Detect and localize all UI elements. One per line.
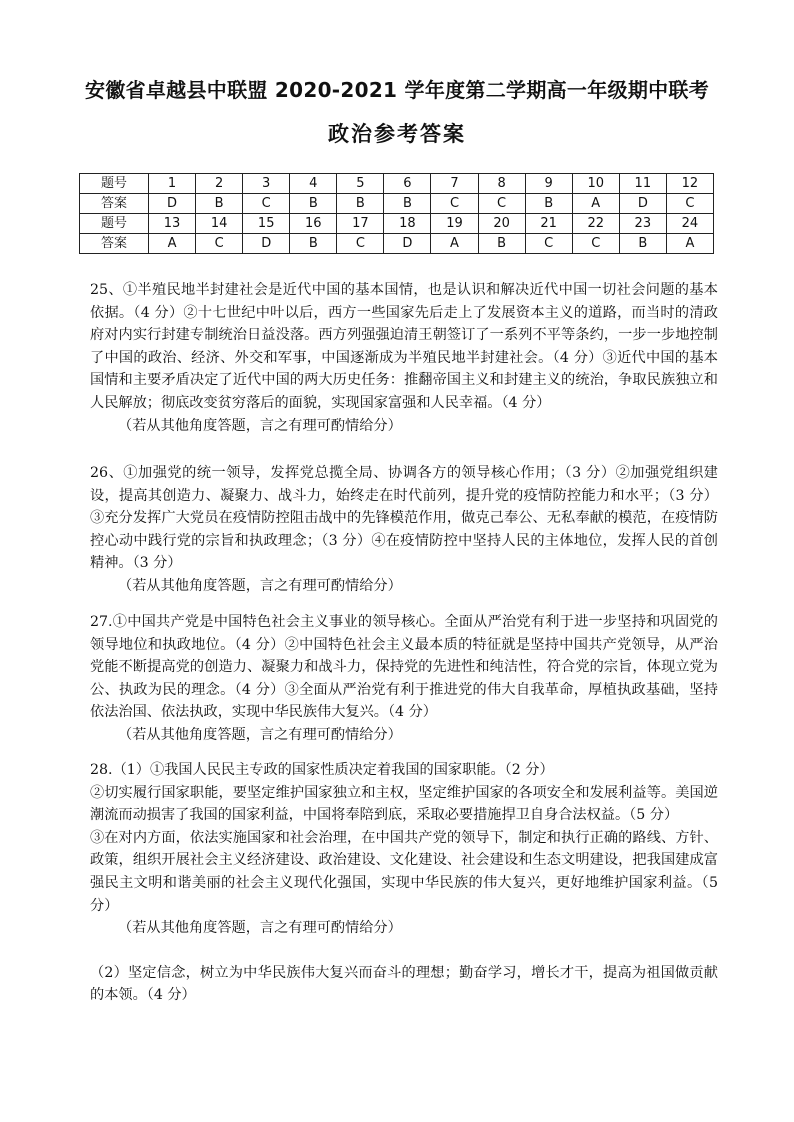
question-26-answer — [90, 462, 718, 598]
answer-table-cell: 11 — [619, 174, 666, 194]
answer-table-cell: A — [431, 234, 478, 254]
answer-table-cell: 1 — [149, 174, 196, 194]
answer-table-cell: 16 — [290, 214, 337, 234]
question-26-text: 26、①加强党的统一领导，发挥党总揽全局、协调各方的领导核心作用；（3 分）②加强党组织建设，提高其创造力、凝聚力、战斗力，始终走在时代前列，提升党的疫情防控能力和水平；（3 分）③充分发挥广大党员在疫情防控阻击战中的先锋模范作用，做克己奉公、无私奉献的模范，在疫情防控心动中践行党的宗旨和执政理念；（3 分）④在疫情防控中坚持人民的主体地位，发挥人民的首创精神。（3 分） — [90, 465, 718, 572]
answer-table-cell: C — [243, 194, 290, 214]
answer-table-cell: 22 — [572, 214, 619, 234]
answer-table-cell: D — [149, 194, 196, 214]
question-27-note: （若从其他角度答题，言之有理可酌情给分） — [118, 726, 402, 743]
question-25-text: 25、①半殖民地半封建社会是近代中国的基本国情，也是认识和解决近代中国一切社会问题的基本依据。（4 分）②十七世纪中叶以后，西方一些国家先后走上了发展资本主义的道路，而当时的清政府对内实行封建专制统治日益没落。西方列强强迫清王朝签订了一系列不平等条约，一步一步地控制了中国的政治、经济、外交和军事，中国逐渐成为半殖民地半封建社会。（4 分）③近代中国的基本国情和主要矛盾决定了近代中国的两大历史任务：推翻帝国主义和封建主义的统治，争取民族独立和人民解放；彻底改变贫穷落后的面貌，实现国家富强和人民幸福。（4 分） — [90, 282, 718, 411]
answer-table-cell: 20 — [478, 214, 525, 234]
question-28-part1-point2: ②切实履行国家职能，要坚定维护国家独立和主权，坚定维护国家的各项安全和发展利益等。美国逆潮流而动损害了我国的国家利益，中国将奉陪到底，采取必要措施捍卫自身合法权益。（5 分） — [90, 784, 718, 824]
answer-table-cell: A — [149, 234, 196, 254]
answer-table-cell: 8 — [478, 174, 525, 194]
answer-table-row — [80, 194, 714, 214]
answer-table-cell: 9 — [525, 174, 572, 194]
answer-table-cell: C — [666, 194, 713, 214]
answer-table-cell: 5 — [337, 174, 384, 194]
answer-table-cell: 10 — [572, 174, 619, 194]
answer-table-cell: 15 — [243, 214, 290, 234]
question-25-answer — [90, 279, 718, 437]
answer-table-row-label: 题号 — [80, 214, 149, 234]
answer-table-row-label: 答案 — [80, 194, 149, 214]
answer-table-cell: C — [572, 234, 619, 254]
answer-table-row — [80, 174, 714, 194]
answer-table-cell: D — [384, 234, 431, 254]
answer-table-cell: C — [478, 194, 525, 214]
exam-subtitle: 政治参考答案 — [328, 122, 466, 146]
answer-table-row-label: 答案 — [80, 234, 149, 254]
answer-table-cell: B — [478, 234, 525, 254]
answer-table-cell: 13 — [149, 214, 196, 234]
answer-table-cell: 4 — [290, 174, 337, 194]
answer-table-cell: 19 — [431, 214, 478, 234]
answer-table-row — [80, 234, 714, 254]
question-28-note: （若从其他角度答题，言之有理可酌情给分） — [118, 920, 402, 937]
answer-table-cell: B — [619, 234, 666, 254]
answer-table-cell: 3 — [243, 174, 290, 194]
answer-table-row-label: 题号 — [80, 174, 149, 194]
question-27-text: 27.①中国共产党是中国特色社会主义事业的领导核心。全面从严治党有利于进一步坚持和巩固党的领导地位和执政地位。（4 分）②中国特色社会主义最本质的特征就是坚持中国共产党领导，从严治党能不断提高党的创造力、凝聚力和战斗力，保持党的先进性和纯洁性，符合党的宗旨，体现立党为公、执政为民的理念。（4 分）③全面从严治党有利于推进党的伟大自我革命，厚植执政基础，坚持依法治国、依法执政，实现中华民族伟大复兴。（4 分） — [90, 614, 718, 721]
answer-table-cell: A — [666, 234, 713, 254]
question-27-answer — [90, 611, 718, 747]
answer-table-cell: B — [290, 234, 337, 254]
question-25-note: （若从其他角度答题，言之有理可酌情给分） — [118, 417, 402, 434]
answer-table-cell: A — [572, 194, 619, 214]
answer-table-cell: 23 — [619, 214, 666, 234]
answer-table-cell: B — [337, 194, 384, 214]
answer-table-cell: C — [431, 194, 478, 214]
question-26-note: （若从其他角度答题，言之有理可酌情给分） — [118, 577, 402, 594]
answer-table-cell: B — [290, 194, 337, 214]
answer-table-cell: 2 — [196, 174, 243, 194]
answer-table-cell: 18 — [384, 214, 431, 234]
answer-table-row — [80, 214, 714, 234]
question-28-part2: （2）坚定信念，树立为中华民族伟大复兴而奋斗的理想；勤奋学习，增长才干，提高为祖国做贡献的本领。（4 分） — [90, 964, 718, 1004]
answer-table-cell: D — [619, 194, 666, 214]
answer-table-cell: B — [525, 194, 572, 214]
answer-table-cell: 21 — [525, 214, 572, 234]
question-28-part1-point3: ③在对内方面，依法实施国家和社会治理，在中国共产党的领导下，制定和执行正确的路线、方针、政策，组织开展社会主义经济建设、政治建设、文化建设、社会建设和生态文明建设，把我国建成富强民主文明和谐美丽的社会主义现代化强国，实现中华民族的伟大复兴，更好地维护国家利益。（5 分） — [90, 829, 718, 914]
question-28-answer — [90, 759, 718, 1007]
answer-table-cell: 24 — [666, 214, 713, 234]
answer-table-cell: C — [525, 234, 572, 254]
answer-table-body — [80, 174, 714, 254]
question-28-part1-point1: 28.（1）①我国人民民主专政的国家性质决定着我国的国家职能。（2 分） — [90, 762, 554, 778]
exam-title: 安徽省卓越县中联盟 2020-2021 学年度第二学期高一年级期中联考 — [84, 78, 710, 102]
answer-table-cell: 7 — [431, 174, 478, 194]
answer-table-cell: C — [196, 234, 243, 254]
answer-table-cell: C — [337, 234, 384, 254]
answer-table-cell: 6 — [384, 174, 431, 194]
answer-table-cell: 17 — [337, 214, 384, 234]
answer-table-cell: B — [384, 194, 431, 214]
answer-table-cell: 14 — [196, 214, 243, 234]
answer-table — [79, 173, 714, 254]
answer-table-cell: B — [196, 194, 243, 214]
answer-table-cell: 12 — [666, 174, 713, 194]
answer-table-cell: D — [243, 234, 290, 254]
